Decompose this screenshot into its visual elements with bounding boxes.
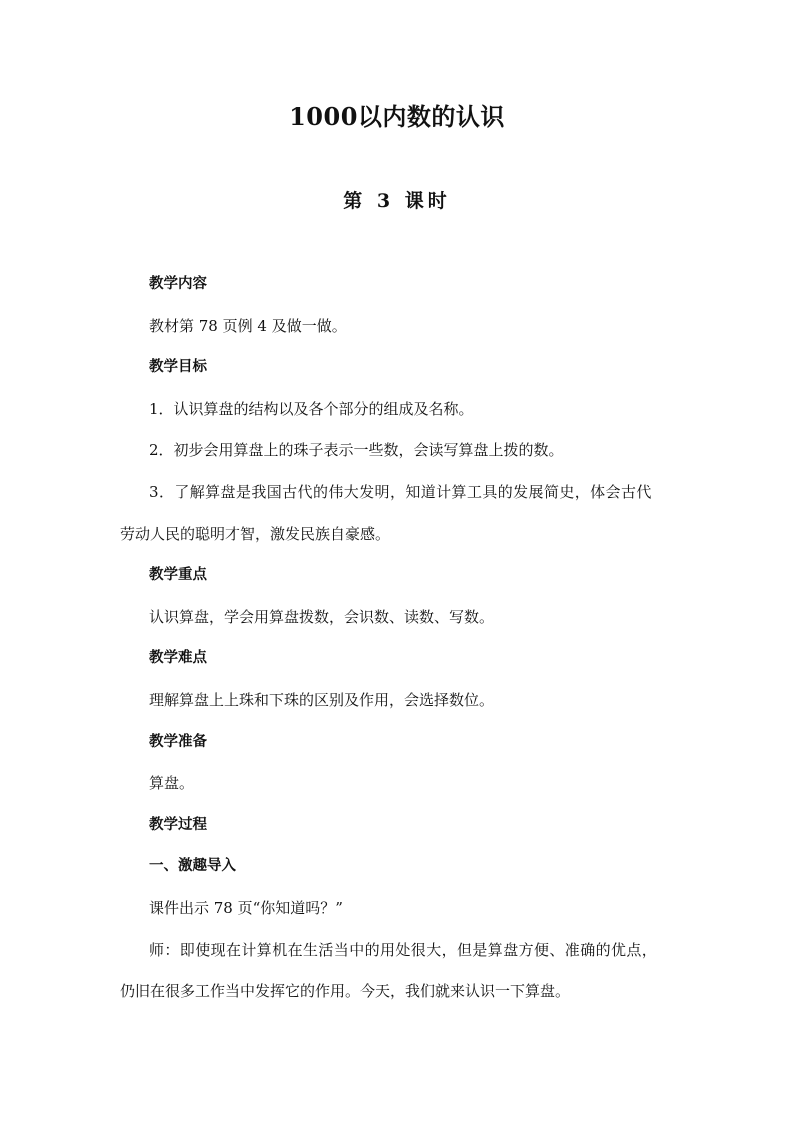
teacher-line-1: 师：即使现在计算机在生活当中的用处很大，但是算盘方便、准确的优点， xyxy=(149,941,658,959)
teacher-line-2: 仍旧在很多工作当中发挥它的作用。今天，我们就来认识一下算盘。 xyxy=(120,982,571,1000)
key-points-text: 认识算盘，学会用算盘拨数，会识数、读数、写数。 xyxy=(149,608,495,626)
page-title: 1000以内数的认识 xyxy=(289,102,505,131)
goal-item-2: 2．初步会用算盘上的珠子表示一些数，会读写算盘上拨的数。 xyxy=(149,441,564,459)
preparation-text: 算盘。 xyxy=(149,774,195,792)
goals-heading: 教学目标 xyxy=(149,359,207,375)
goal-item-1: 1．认识算盘的结构以及各个部分的组成及名称。 xyxy=(149,400,474,418)
content-heading: 教学内容 xyxy=(149,276,207,292)
process-heading: 教学过程 xyxy=(149,817,207,833)
difficulty-text: 理解算盘上上珠和下珠的区别及作用，会选择数位。 xyxy=(149,691,495,709)
key-points-heading: 教学重点 xyxy=(149,567,207,583)
goal-item-3-line-2: 劳动人民的聪明才智，激发民族自豪感。 xyxy=(120,525,391,543)
step-1-heading: 一、激趣导入 xyxy=(149,858,236,874)
content-text: 教材第 78 页例 4 及做一做。 xyxy=(149,317,347,335)
step-1-text: 课件出示 78 页“你知道吗？” xyxy=(149,899,343,917)
preparation-heading: 教学准备 xyxy=(149,734,207,750)
difficulty-heading: 教学难点 xyxy=(149,650,207,666)
lesson-number: 第 3 课时 xyxy=(343,190,451,212)
goal-item-3-line-1: 3．了解算盘是我国古代的伟大发明，知道计算工具的发展简史，体会古代 xyxy=(149,483,652,501)
